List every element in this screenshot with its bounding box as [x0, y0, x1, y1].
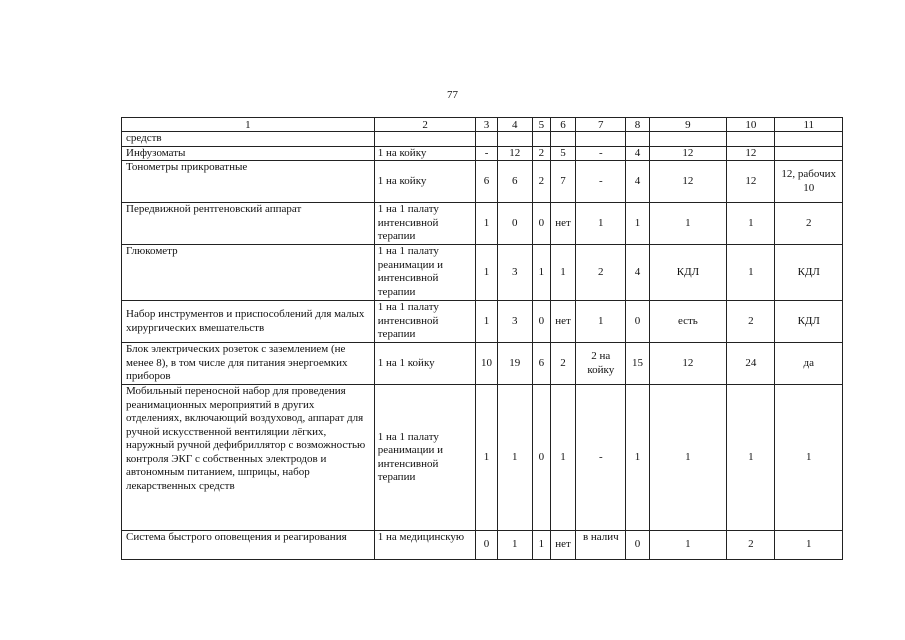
value-cell-c6: 2	[550, 343, 575, 385]
value-cell-c10: 1	[727, 203, 775, 245]
value-cell-c5: 2	[532, 161, 550, 203]
equipment-name-cell: Система быстрого оповещения и реагирования	[122, 531, 375, 560]
norm-cell: 1 на койку	[374, 161, 476, 203]
table-row	[122, 385, 843, 531]
norm-cell: 1 на 1 палату реанимации и интенсивной терапии	[374, 245, 476, 301]
value-cell-c4: 3	[497, 301, 532, 343]
equipment-name-cell: Глюкометр	[122, 245, 375, 301]
value-cell-c6	[550, 132, 575, 147]
equipment-name-cell: Передвижной рентгеновский аппарат	[122, 203, 375, 245]
value-cell-c8: 1	[626, 385, 649, 531]
value-cell-c11: да	[775, 343, 843, 385]
table-row	[122, 343, 843, 385]
value-cell-c11: 2	[775, 203, 843, 245]
value-cell-c5: 0	[532, 385, 550, 531]
value-cell-c3: 0	[476, 531, 497, 560]
value-cell-c6: 5	[550, 146, 575, 161]
value-cell-c8: 4	[626, 245, 649, 301]
value-cell-c7: -	[576, 385, 626, 531]
value-cell-c3: 1	[476, 385, 497, 531]
value-cell-c7: 1	[576, 203, 626, 245]
table-row	[122, 161, 843, 203]
value-cell-c3: -	[476, 146, 497, 161]
value-cell-c8: 1	[626, 203, 649, 245]
column-header: 5	[532, 118, 550, 132]
value-cell-c11	[775, 146, 843, 161]
value-cell-c3: 10	[476, 343, 497, 385]
norm-cell: 1 на 1 койку	[374, 343, 476, 385]
value-cell-c9: 1	[649, 531, 727, 560]
value-cell-c10: 1	[727, 385, 775, 531]
value-cell-c4: 6	[497, 161, 532, 203]
value-cell-c4: 1	[497, 531, 532, 560]
value-cell-c5: 1	[532, 245, 550, 301]
value-cell-c6: нет	[550, 203, 575, 245]
value-cell-c7: в налич	[576, 531, 626, 560]
equipment-name-cell: Блок электрических розеток с заземлением (не менее 8), в том числе для питания энергоемких приборов	[122, 343, 375, 385]
value-cell-c11: 1	[775, 385, 843, 531]
value-cell-c11: КДЛ	[775, 245, 843, 301]
equipment-name-cell: средств	[122, 132, 375, 147]
column-header: 6	[550, 118, 575, 132]
norm-cell: 1 на 1 палату реанимации и интенсивной терапии	[374, 385, 476, 531]
value-cell-c4: 3	[497, 245, 532, 301]
value-cell-c8: 4	[626, 161, 649, 203]
page-number: 77	[447, 89, 458, 101]
value-cell-c5: 1	[532, 531, 550, 560]
value-cell-c5	[532, 132, 550, 147]
value-cell-c3: 6	[476, 161, 497, 203]
value-cell-c9: есть	[649, 301, 727, 343]
norm-cell: 1 на медицинскую	[374, 531, 476, 560]
value-cell-c4: 0	[497, 203, 532, 245]
value-cell-c10: 2	[727, 531, 775, 560]
value-cell-c11	[775, 132, 843, 147]
header-row	[122, 118, 843, 132]
norm-cell	[374, 132, 476, 147]
value-cell-c9: 12	[649, 161, 727, 203]
value-cell-c10: 2	[727, 301, 775, 343]
norm-cell: 1 на койку	[374, 146, 476, 161]
column-header: 1	[122, 118, 375, 132]
equipment-table	[121, 117, 843, 560]
table-row	[122, 203, 843, 245]
value-cell-c7	[576, 132, 626, 147]
value-cell-c5: 2	[532, 146, 550, 161]
value-cell-c9: 12	[649, 146, 727, 161]
value-cell-c8: 0	[626, 531, 649, 560]
value-cell-c5: 6	[532, 343, 550, 385]
equipment-name-cell: Мобильный переносной набор для проведения реанимационных мероприятий в других отделениях, включающий воздуховод, аппарат для ручной искусственной вентиляции лёгких, наружный ручной дефибриллятор с возможностью контроля ЭКГ с собственных электродов и автономным питанием, шприцы, набор лекарственных средств	[122, 385, 375, 531]
value-cell-c3: 1	[476, 301, 497, 343]
value-cell-c4: 1	[497, 385, 532, 531]
value-cell-c10: 12	[727, 161, 775, 203]
value-cell-c9	[649, 132, 727, 147]
column-header: 10	[727, 118, 775, 132]
value-cell-c6: нет	[550, 531, 575, 560]
value-cell-c11: 1	[775, 531, 843, 560]
value-cell-c8: 0	[626, 301, 649, 343]
table-row	[122, 146, 843, 161]
value-cell-c7: 2 на койку	[576, 343, 626, 385]
value-cell-c9: 12	[649, 343, 727, 385]
column-header: 4	[497, 118, 532, 132]
value-cell-c8	[626, 132, 649, 147]
equipment-name-cell: Набор инструментов и приспособлений для малых хирургических вмешательств	[122, 301, 375, 343]
value-cell-c6: 7	[550, 161, 575, 203]
table-row	[122, 531, 843, 560]
column-header: 7	[576, 118, 626, 132]
value-cell-c3	[476, 132, 497, 147]
column-header: 8	[626, 118, 649, 132]
value-cell-c5: 0	[532, 203, 550, 245]
value-cell-c5: 0	[532, 301, 550, 343]
value-cell-c9: КДЛ	[649, 245, 727, 301]
value-cell-c8: 15	[626, 343, 649, 385]
value-cell-c3: 1	[476, 245, 497, 301]
table-row	[122, 301, 843, 343]
value-cell-c10: 1	[727, 245, 775, 301]
norm-cell: 1 на 1 палату интенсивной терапии	[374, 203, 476, 245]
value-cell-c10: 24	[727, 343, 775, 385]
value-cell-c9: 1	[649, 385, 727, 531]
value-cell-c11: КДЛ	[775, 301, 843, 343]
equipment-name-cell: Инфузоматы	[122, 146, 375, 161]
value-cell-c4: 12	[497, 146, 532, 161]
value-cell-c4	[497, 132, 532, 147]
value-cell-c6: 1	[550, 385, 575, 531]
column-header: 2	[374, 118, 476, 132]
table-row	[122, 132, 843, 147]
value-cell-c7: 1	[576, 301, 626, 343]
value-cell-c7: 2	[576, 245, 626, 301]
value-cell-c4: 19	[497, 343, 532, 385]
norm-cell: 1 на 1 палату интенсивной терапии	[374, 301, 476, 343]
value-cell-c10: 12	[727, 146, 775, 161]
table-row	[122, 245, 843, 301]
value-cell-c7: -	[576, 161, 626, 203]
value-cell-c6: 1	[550, 245, 575, 301]
value-cell-c10	[727, 132, 775, 147]
value-cell-c7: -	[576, 146, 626, 161]
column-header: 3	[476, 118, 497, 132]
equipment-name-cell: Тонометры прикроватные	[122, 161, 375, 203]
value-cell-c3: 1	[476, 203, 497, 245]
column-header: 11	[775, 118, 843, 132]
column-header: 9	[649, 118, 727, 132]
value-cell-c11: 12, рабочих 10	[775, 161, 843, 203]
value-cell-c9: 1	[649, 203, 727, 245]
value-cell-c8: 4	[626, 146, 649, 161]
value-cell-c6: нет	[550, 301, 575, 343]
